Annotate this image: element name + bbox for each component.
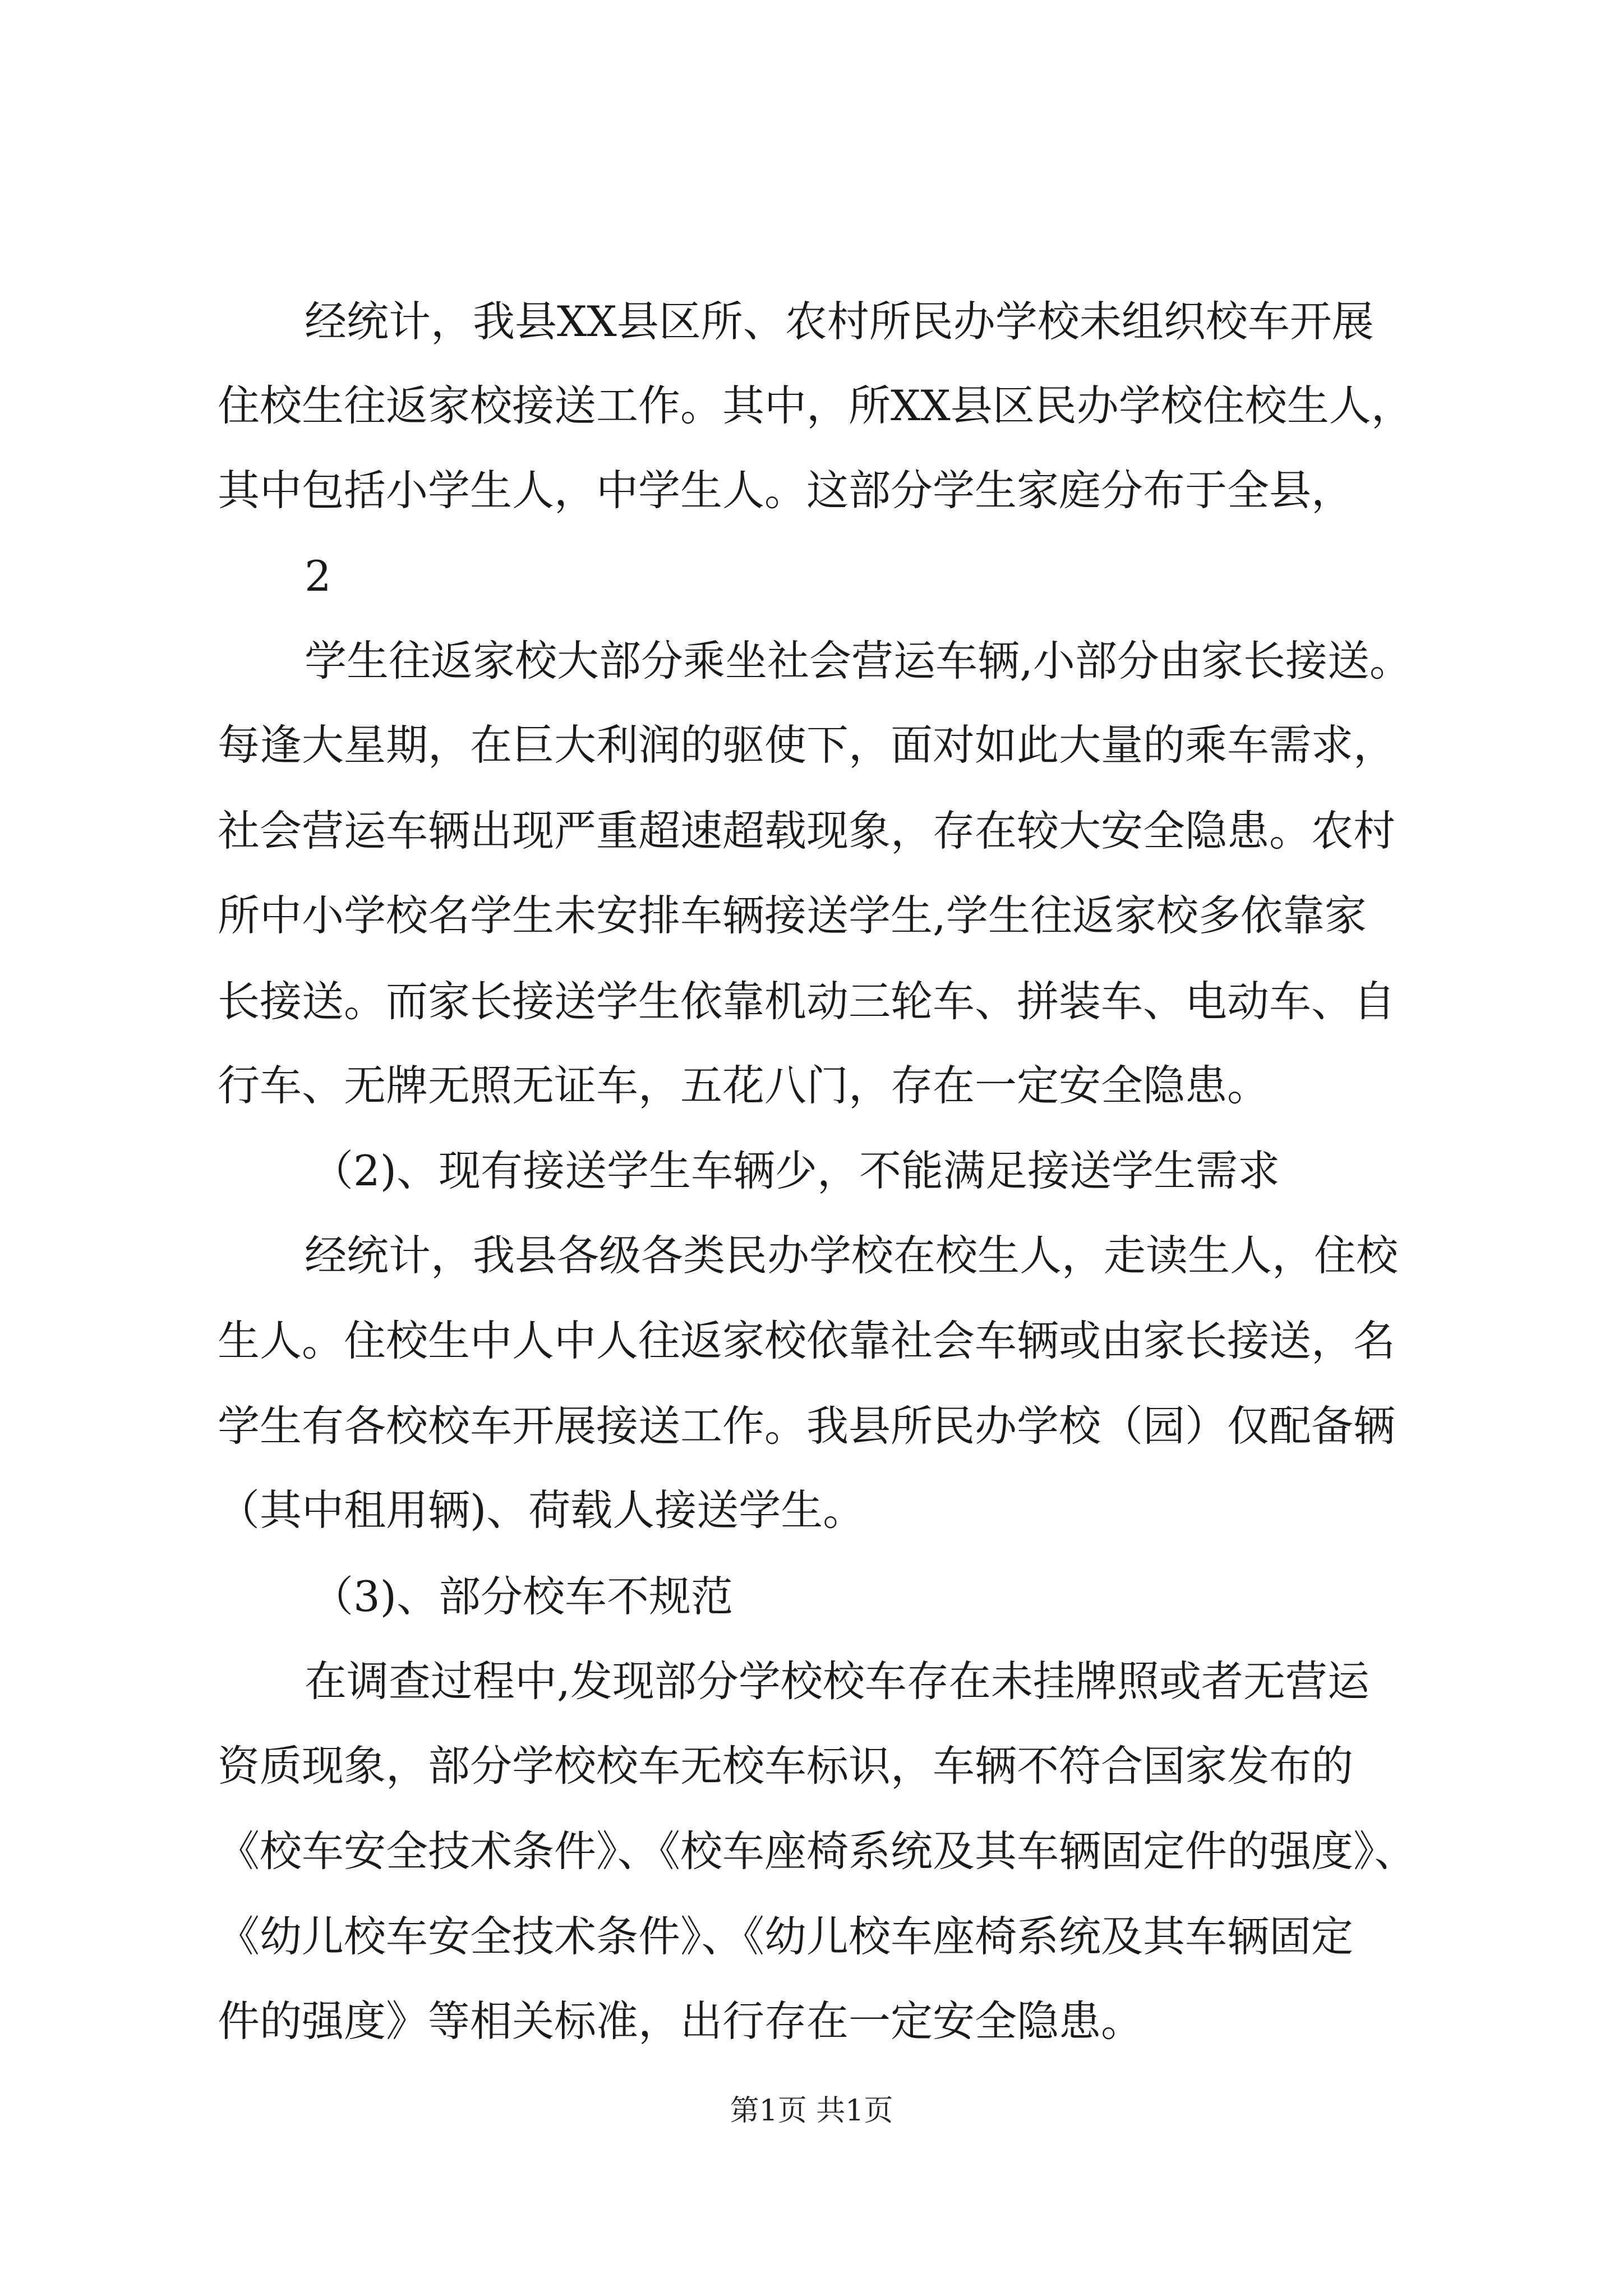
paragraph-line: 件的强度》等相关标准，出行存在一定安全隐患。 <box>218 1996 1144 2046</box>
paragraph-line: 在调查过程中,发现部分学校校车存在未挂牌照或者无营运 <box>305 1657 1370 1706</box>
paragraph-line: 《校车安全技术条件》、《校车座椅系统及其车辆固定件的强度》、 <box>218 1826 1417 1876</box>
paragraph-line: 每逢大星期，在巨大利润的驱使下，面对如此大量的乘车需求， <box>218 720 1396 770</box>
paragraph-line: 生人。住校生中人中人往返家校依靠社会车辆或由家长接送，名 <box>218 1316 1396 1365</box>
paragraph-line: 经统计，我县各级各类民办学校在校生人，走读生人，住校 <box>305 1231 1399 1280</box>
paragraph-line: 住校生往返家校接送工作。其中，所XX县区民办学校住校生人， <box>218 381 1413 430</box>
section-heading: （2)、现有接送学生车辆少，不能满足接送学生需求 <box>311 1146 1280 1195</box>
paragraph-line: （其中租用辆)、荷载人接送学生。 <box>218 1485 865 1535</box>
paragraph-line: 行车、无牌无照无证车，五花八门，存在一定安全隐患。 <box>218 1061 1270 1110</box>
paragraph-line: 学生有各校校车开展接送工作。我县所民办学校（园）仅配备辆 <box>218 1401 1396 1451</box>
paragraph-line: 其中包括小学生人，中学生人。这部分学生家庭分布于全县， <box>218 466 1354 515</box>
paragraph-line: 经统计，我县XX县区所、农村所民办学校未组织校车开展 <box>305 297 1374 346</box>
paragraph-line: 所中小学校名学生未安排车辆接送学生,学生往返家校多依靠家 <box>218 891 1367 940</box>
paragraph-line: 资质现象，部分学校校车无校车标识，车辆不符合国家发布的 <box>218 1741 1354 1791</box>
page-number-inline: 2 <box>305 551 331 601</box>
paragraph-line: 学生往返家校大部分乘坐社会营运车辆,小部分由家长接送。 <box>305 636 1412 685</box>
paragraph-line: 社会营运车辆出现严重超速超载现象，存在较大安全隐患。农村 <box>218 806 1396 855</box>
paragraph-line: 长接送。而家长接送学生依靠机动三轮车、拼装车、电动车、自 <box>218 977 1396 1026</box>
page-footer: 第1页 共1页 <box>730 2094 893 2128</box>
section-heading: （3)、部分校车不规范 <box>311 1572 733 1621</box>
paragraph-line: 《幼儿校车安全技术条件》、《幼儿校车座椅系统及其车辆固定 <box>218 1912 1354 1961</box>
